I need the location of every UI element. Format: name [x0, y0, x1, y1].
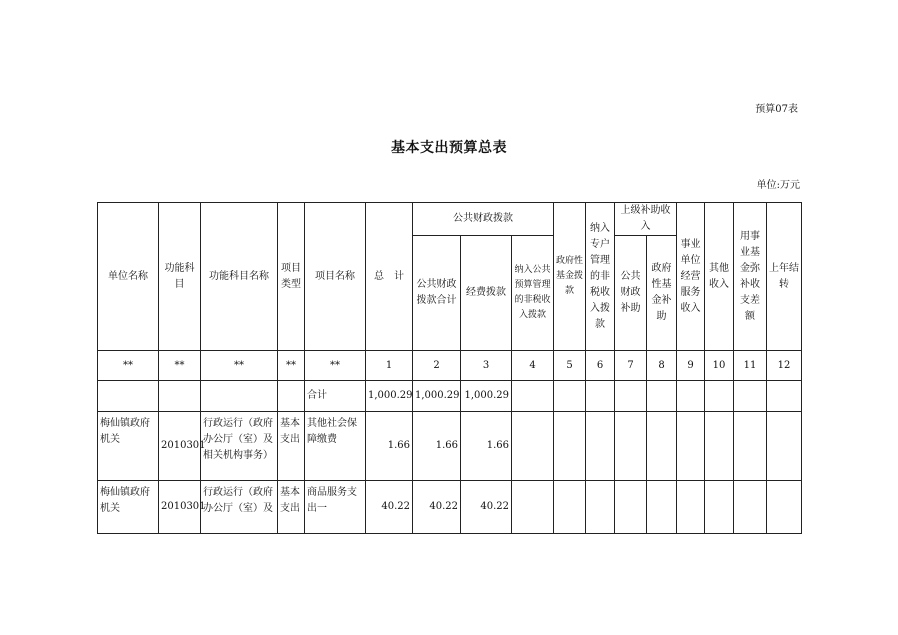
- col-funding-grant: 经费拨款: [461, 236, 512, 351]
- table-row: [98, 481, 802, 534]
- form-number: 预算07表: [755, 104, 798, 115]
- index-cell: **: [201, 351, 278, 381]
- col-item-name: 项目名称: [305, 203, 366, 351]
- budget-table: [97, 202, 802, 534]
- col-public-fiscal-subsidy: 公共财政补助: [615, 236, 647, 351]
- total-value: 1,000.29: [366, 381, 413, 412]
- func-name-cell: 行政运行（政府办公厅（室）及相关机构事务）: [201, 412, 278, 481]
- item-type-cell: 基本支出: [278, 412, 305, 481]
- index-cell: 11: [734, 351, 767, 381]
- col-public-fiscal-group: 公共财政拨款: [413, 203, 554, 236]
- col-unit-name: 单位名称: [98, 203, 159, 351]
- unit-label: 单位:万元: [756, 180, 800, 191]
- col-gov-fund-subsidy: 政府性基金补助: [647, 236, 677, 351]
- col-func-name: 功能科目名称: [201, 203, 278, 351]
- index-cell: 3: [461, 351, 512, 381]
- index-cell: 7: [615, 351, 647, 381]
- funding-grant-cell: 1.66: [461, 412, 512, 481]
- col-special-nontax: 纳入专户管理的非税收入拨款: [586, 203, 615, 351]
- index-cell: 5: [554, 351, 586, 381]
- func-code-cell: 2010301: [159, 412, 201, 481]
- col-carryover: 上年结转: [767, 203, 802, 351]
- index-cell: 4: [512, 351, 554, 381]
- col-gov-fund-grant: 政府性基金拨款: [554, 203, 586, 351]
- public-fiscal-subtotal-cell: 40.22: [413, 481, 461, 534]
- header-row-1: [98, 203, 802, 236]
- func-code-cell: 2010301: [159, 481, 201, 534]
- total-row: [98, 381, 802, 412]
- index-cell: 6: [586, 351, 615, 381]
- col-superior-subsidy-group: 上级补助收入: [615, 203, 677, 236]
- index-cell: 9: [677, 351, 705, 381]
- total-public-fiscal-subtotal: 1,000.29: [413, 381, 461, 412]
- page-title: 基本支出预算总表: [391, 140, 507, 156]
- unit-name-cell: 梅仙镇政府机关: [98, 412, 159, 481]
- index-cell: 8: [647, 351, 677, 381]
- col-item-type: 项目类型: [278, 203, 305, 351]
- table-row: [98, 412, 802, 481]
- col-nontax-grant: 纳入公共预算管理的非税收入拨款: [512, 236, 554, 351]
- index-cell: 1: [366, 351, 413, 381]
- index-cell: **: [305, 351, 366, 381]
- public-fiscal-subtotal-cell: 1.66: [413, 412, 461, 481]
- col-business-income: 事业单位经营服务收入: [677, 203, 705, 351]
- index-cell: **: [98, 351, 159, 381]
- funding-grant-cell: 40.22: [461, 481, 512, 534]
- col-public-fiscal-subtotal: 公共财政拨款合计: [413, 236, 461, 351]
- unit-name-cell: 梅仙镇政府机关: [98, 481, 159, 534]
- item-name-cell: 商品服务支出一: [305, 481, 366, 534]
- index-cell: 10: [705, 351, 734, 381]
- index-cell: **: [278, 351, 305, 381]
- index-cell: **: [159, 351, 201, 381]
- total-label: 合计: [305, 381, 366, 412]
- col-total: 总 计: [366, 203, 413, 351]
- col-func-code: 功能科目: [159, 203, 201, 351]
- col-other-income: 其他收入: [705, 203, 734, 351]
- index-cell: 2: [413, 351, 461, 381]
- item-name-cell: 其他社会保障缴费: [305, 412, 366, 481]
- col-reserve-fund: 用事业基金弥补收支差额: [734, 203, 767, 351]
- total-cell: 40.22: [366, 481, 413, 534]
- item-type-cell: 基本支出: [278, 481, 305, 534]
- func-name-cell: 行政运行（政府办公厅（室）及: [201, 481, 278, 534]
- total-funding-grant: 1,000.29: [461, 381, 512, 412]
- total-cell: 1.66: [366, 412, 413, 481]
- index-row: [98, 351, 802, 381]
- index-cell: 12: [767, 351, 802, 381]
